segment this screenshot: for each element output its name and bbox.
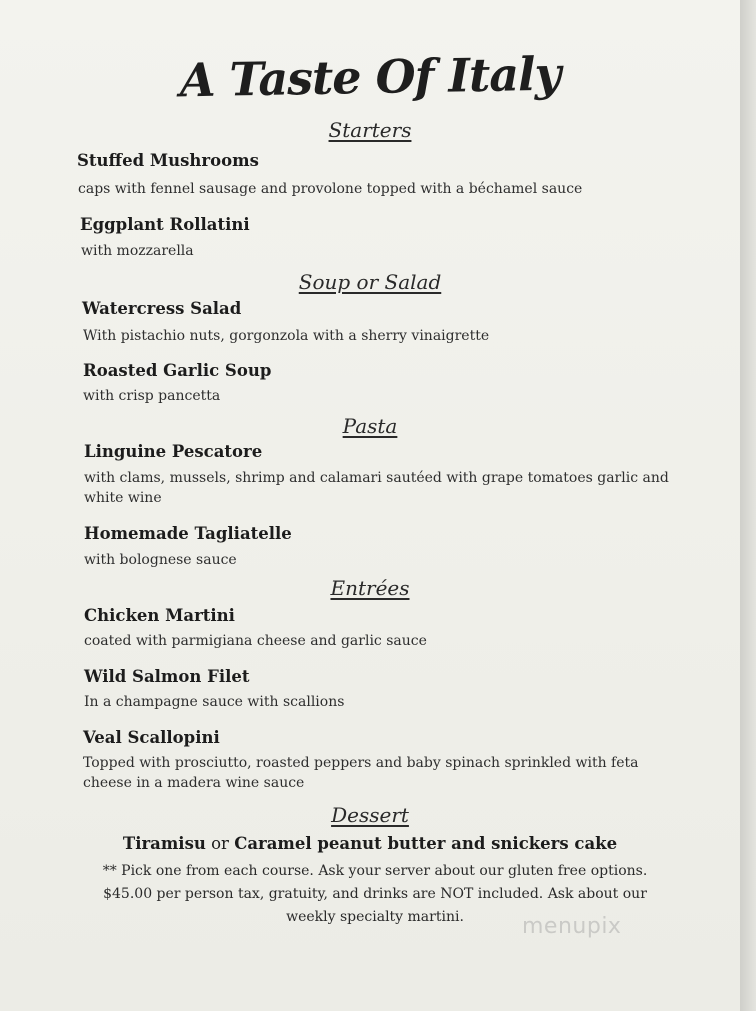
section-dessert: Dessert bbox=[331, 803, 409, 827]
item-name-chicken-martini: Chicken Martini bbox=[84, 606, 235, 625]
menu-footnote: ** Pick one from each course. Ask your server about our gluten free options. $45.00 per person tax, gratuity, and drinks are NOT included. Ask about our weekly specialty martini. bbox=[102, 863, 648, 925]
item-desc-eggplant-rollatini: with mozzarella bbox=[81, 243, 194, 259]
item-name-eggplant-rollatini: Eggplant Rollatini bbox=[80, 215, 250, 234]
dessert-or: or bbox=[211, 834, 229, 853]
dessert-option-cake: Caramel peanut butter and snickers cake bbox=[234, 834, 618, 853]
watermark-logo: menupix bbox=[522, 914, 622, 939]
menu-title: A Taste Of Italy bbox=[179, 46, 561, 108]
item-name-stuffed-mushrooms: Stuffed Mushrooms bbox=[77, 151, 259, 170]
item-desc-homemade-tagliatelle: with bolognese sauce bbox=[84, 552, 237, 568]
item-desc-chicken-martini: coated with parmigiana cheese and garlic sauce bbox=[84, 633, 427, 649]
item-desc-linguine-pescatore: with clams, mussels, shrimp and calamari sautéed with grape tomatoes garlic and white wine bbox=[84, 470, 669, 506]
item-desc-stuffed-mushrooms: caps with fennel sausage and provolone topped with a béchamel sauce bbox=[78, 181, 583, 197]
item-desc-veal-scallopini: Topped with prosciutto, roasted peppers and baby spinach sprinkled with feta cheese in a madera wine sauce bbox=[83, 755, 639, 791]
dessert-options bbox=[0, 834, 740, 853]
paper-edge bbox=[740, 0, 756, 1011]
item-name-wild-salmon-filet: Wild Salmon Filet bbox=[84, 667, 250, 686]
section-soup-salad: Soup or Salad bbox=[298, 270, 442, 294]
section-pasta: Pasta bbox=[342, 414, 398, 438]
item-name-roasted-garlic-soup: Roasted Garlic Soup bbox=[83, 361, 272, 380]
item-desc-roasted-garlic-soup: with crisp pancetta bbox=[83, 388, 221, 404]
item-name-veal-scallopini: Veal Scallopini bbox=[83, 728, 220, 747]
dessert-option-tiramisu: Tiramisu bbox=[122, 834, 206, 853]
section-entrees: Entrées bbox=[330, 576, 410, 600]
item-desc-wild-salmon-filet: In a champagne sauce with scallions bbox=[84, 694, 345, 710]
section-starters: Starters bbox=[328, 118, 412, 142]
item-desc-watercress-salad: With pistachio nuts, gorgonzola with a sherry vinaigrette bbox=[83, 328, 490, 344]
item-name-watercress-salad: Watercress Salad bbox=[82, 299, 242, 318]
item-name-homemade-tagliatelle: Homemade Tagliatelle bbox=[84, 524, 292, 543]
item-name-linguine-pescatore: Linguine Pescatore bbox=[84, 442, 263, 461]
